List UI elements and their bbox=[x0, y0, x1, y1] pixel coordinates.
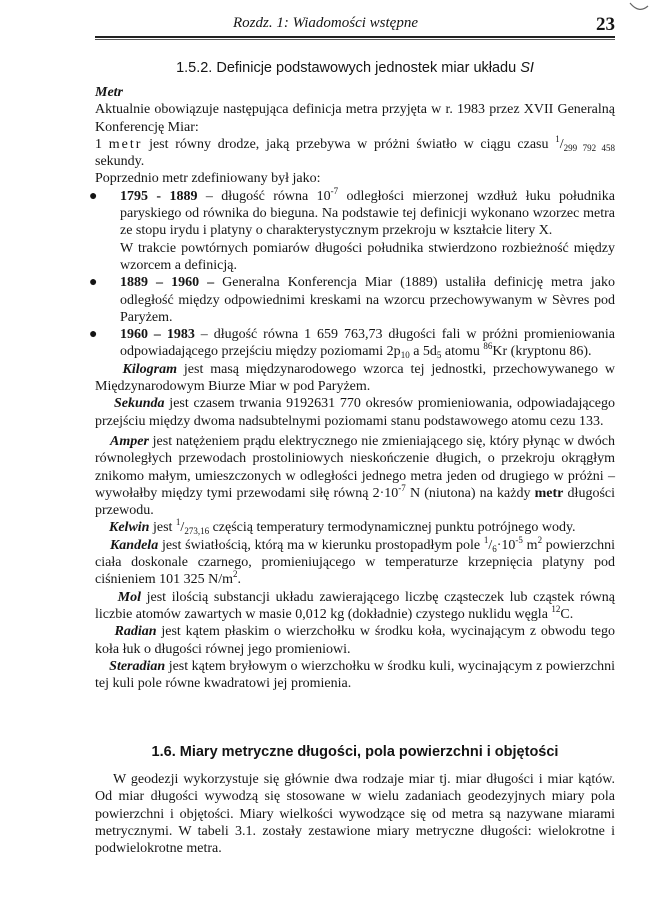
kandela-exp1: -5 bbox=[515, 534, 523, 545]
kelwin-term: Kelwin bbox=[109, 520, 150, 536]
bullet-1960-b: a 5d bbox=[409, 344, 437, 360]
def-frac-den: 299 792 458 bbox=[563, 142, 616, 153]
bullet-1795-a: – długość równa 10 bbox=[197, 188, 331, 204]
running-header bbox=[95, 14, 615, 34]
amper-def bbox=[95, 433, 615, 519]
bullet-1889-head: 1889 – 1960 – bbox=[120, 275, 215, 291]
metr-heading bbox=[95, 84, 615, 101]
amper-text-a: jest natężeniem prądu elektrycznego nie zmieniającego się, który płynąc w dwóch równoległych przewodach prostoliniowych nieskończenie długich, o przekroju okrągłym znikomo małym, umieszczonych w odległości jednego metra jeden od drugiego w próżni – wywołałby między tymi przewodami siłę równą 2·10 bbox=[95, 433, 615, 501]
bullet-1889-text: Generalna Konferencja Miar (1889) ustaliła definicję metra jako odległość między odpowiednimi kreskami na wzorcu przechowywanym w Sèvres pod Paryżem. bbox=[120, 275, 615, 325]
main-text bbox=[89, 84, 616, 692]
bullet-1795-exp: -7 bbox=[330, 185, 339, 196]
section-heading-si: SI bbox=[520, 60, 534, 76]
bullet-1960-sub2: 5 bbox=[436, 350, 442, 361]
def-b: jest równy drodze, jaką przebywa w próżni światło w ciągu czasu bbox=[142, 136, 556, 152]
page-corner-mark bbox=[629, 0, 649, 14]
mol-sup: 12 bbox=[551, 603, 561, 614]
kandela-den: 6 bbox=[492, 543, 497, 554]
kandela-def: Kandela jest światłością, którą ma w kierunku prostopadłym pole $^1/_6\cdot 10^{-5}$ $m^2$ powierzchni ciała doskonale czarnego, promieniującego w temperaturze krzepnięcia platyny pod ciśnieniem 101 325 $N/m^2$. bbox=[95, 534, 615, 588]
bullet-1960-c: atomu bbox=[441, 344, 484, 360]
bullet-1960-a: – długość równa 1 659 763,73 długości fali w próżni promieniowania odpowiadającego przejściu między poziomami 2p bbox=[120, 327, 616, 360]
kilogram-text: jest masą międzynarodowego wzorca tej jednostki, przechowywanego w Międzynarodowym Biurze Miar w pod Paryżem. bbox=[95, 361, 616, 395]
header-rule-thin bbox=[95, 39, 615, 40]
metr-term: Metr bbox=[95, 85, 123, 100]
amper-text-b: N (niutona) na każdy bbox=[405, 485, 535, 501]
def-c: sekundy. bbox=[95, 154, 145, 170]
amper-text-c: długości przewodu. bbox=[95, 485, 615, 519]
radian-term: Radian bbox=[114, 624, 157, 640]
header-title: Rozdz. 1: Wiadomości wstępne bbox=[233, 15, 418, 31]
bullet-1795-c: W trakcie powtórnych pomiarów długości południka stwierdzono rozbieżność między wzorcem a definicją. bbox=[120, 240, 615, 273]
radian-def bbox=[95, 623, 615, 658]
section-heading-text: 1.5.2. Definicje podstawowych jednostek miar układu bbox=[176, 60, 521, 76]
bullet-1960 bbox=[89, 326, 616, 361]
mol-a: jest ilością substancji układu zawierającego liczbę cząsteczek lub cząstek równą liczbie atomów zawartych w masie 0,012 kg (dokładnie) czystego nuklidu węgla bbox=[95, 589, 615, 622]
bullet-1795-b: odległości mierzonej wzdłuż łuku południka paryskiego od równika do bieguna. Na podstawie tej definicji wykonano wzorzec metra ze stopu irydu i platyny o charakterystycznym przekroju w kształcie litery X. bbox=[120, 188, 616, 239]
kandela-a: jest światłością, którą ma w kierunku prostopadłym pole bbox=[158, 537, 484, 553]
kelwin-a: jest bbox=[149, 520, 176, 536]
radian-text: jest kątem płaskim o wierzchołku w środku koła, wycinającym z obwodu tego koła łuk o długości równej jego promieniowi. bbox=[95, 624, 616, 657]
steradian-term: Steradian bbox=[109, 658, 166, 674]
kandela-term: Kandela bbox=[109, 537, 159, 553]
kandela-num: 1 bbox=[483, 534, 489, 545]
kilogram-term: Kilogram bbox=[122, 361, 178, 377]
bullet-1960-head: 1960 – 1983 bbox=[120, 327, 195, 343]
mol-b: C. bbox=[560, 606, 574, 622]
bullet-icon: ● bbox=[89, 188, 98, 204]
metr-intro: Aktualnie obowiązuje następująca definicja metra przyjęta w r. 1983 przez XVII Generalną Konferencję Miar: bbox=[95, 102, 615, 135]
kelwin-def: Kelwin jest $^1/_{273,16}$ częścią temperatury termodynamicznej punktu potrójnego wody. bbox=[109, 517, 576, 537]
kandela-exp3: 2 bbox=[233, 569, 238, 580]
kelwin-den: 273,16 bbox=[184, 526, 210, 537]
bullet-1960-d: Kr (kryptonu 86). bbox=[492, 344, 592, 360]
bullet-1795 bbox=[89, 185, 616, 274]
bullet-1795-head: 1795 - 1889 bbox=[120, 188, 198, 204]
bullet-1960-sup: 86 bbox=[483, 341, 493, 352]
steradian-text: jest kątem bryłowym o wierzchołku w środku kuli, wycinającym z powierzchni tej kuli pole równe kwadratowi jej promienia. bbox=[95, 658, 616, 692]
sekunda-term: Sekunda bbox=[113, 396, 165, 412]
kandela-exp2: 2 bbox=[537, 534, 543, 545]
kilogram-def bbox=[95, 361, 615, 396]
sekunda-def bbox=[95, 395, 615, 430]
kelwin-b: częścią temperatury termodynamicznej punktu potrójnego wody. bbox=[209, 520, 576, 536]
amper-term: Amper bbox=[110, 433, 149, 449]
bullet-icon: ● bbox=[89, 275, 98, 291]
kandela-c: m bbox=[522, 537, 538, 553]
metr-previous: Poprzednio metr zdefiniowany był jako: bbox=[95, 171, 321, 187]
mol-def bbox=[95, 589, 615, 624]
page-number: 23 bbox=[596, 14, 615, 35]
kelwin-num: 1 bbox=[175, 517, 181, 528]
section-1-6-text bbox=[95, 771, 615, 857]
mol-term: Mol bbox=[117, 589, 141, 605]
metr-definition: 1 metr jest równy drodze, jaką przebywa w próżni światło w ciągu czasu $^1/_{299 792 458}$ sekundy. bbox=[95, 133, 616, 170]
section-heading-1-6: 1.6. Miary metryczne długości, pola powierzchni i objętości bbox=[151, 744, 559, 760]
sekunda-text: jest czasem trwania 9192631 770 okresów promieniowania, odpowiadającego przejściu między dwoma nadsubtelnymi poziomami stanu podstawowego atomu cezu 133. bbox=[95, 396, 616, 429]
section-1-6-paragraph: W geodezji wykorzystuje się głównie dwa rodzaje miar tj. miar długości i miar kątów. Od miar długości wywodzą się stosowane w wielu zadaniach geodezyjnych miary pola powierzchni i objętości. Miary wielkości wywodzące się od metra są nazywane miarami metrycznymi. W tabeli 3.1. zostały zestawione miary metryczne długości: wielokrotne i podwielokrotne metra. bbox=[95, 772, 615, 857]
bullet-1960-sub1: 10 bbox=[400, 350, 410, 361]
def-a: 1 bbox=[95, 136, 109, 152]
kandela-d: powierzchni ciała doskonale czarnego, promieniującego w temperaturze krzepnięcia platyny pod ciśnieniem 101 325 N/m bbox=[95, 537, 615, 588]
amper-exp: -7 bbox=[398, 482, 406, 493]
amper-bold: metr bbox=[534, 485, 564, 501]
kandela-b: ·10 bbox=[496, 537, 516, 553]
def-frac-num: 1 bbox=[555, 133, 560, 144]
bullet-1889 bbox=[89, 274, 615, 326]
section-heading-1-5-2 bbox=[95, 60, 615, 76]
bullet-icon: ● bbox=[89, 327, 98, 343]
kandela-e: . bbox=[237, 572, 242, 588]
header-rule bbox=[95, 36, 615, 38]
steradian-def bbox=[95, 658, 615, 693]
def-word: metr bbox=[108, 136, 143, 152]
